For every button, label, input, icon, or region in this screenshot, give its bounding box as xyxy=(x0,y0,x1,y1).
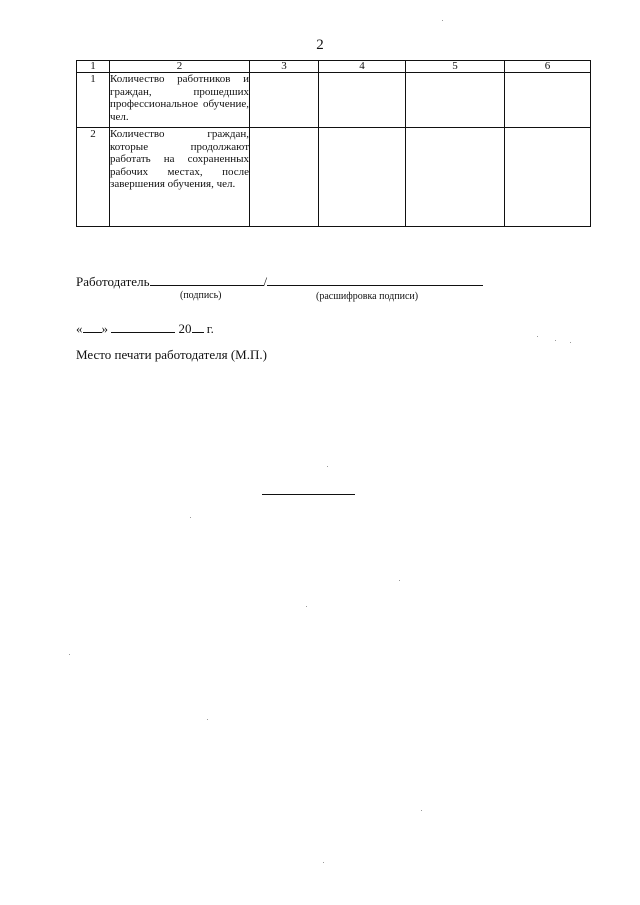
scan-speck xyxy=(306,606,307,607)
scan-speck xyxy=(555,340,556,341)
table-row xyxy=(77,73,591,128)
value-cell xyxy=(319,73,406,128)
row-description-text: Количество граждан, которые продолжают работать на сохраненных рабочих местах, после завершения обучения, чел. xyxy=(110,128,249,190)
signature-blank[interactable] xyxy=(150,272,264,286)
scan-speck xyxy=(327,466,328,467)
date-line xyxy=(76,319,214,336)
value-cell xyxy=(250,128,319,227)
value-cell xyxy=(406,73,505,128)
signature-line xyxy=(76,272,483,289)
day-blank[interactable] xyxy=(83,319,102,333)
row-description xyxy=(110,128,250,227)
signature-separator: / xyxy=(263,274,268,289)
value-cell xyxy=(319,128,406,227)
table-row xyxy=(77,128,591,227)
signature-decoding-blank[interactable] xyxy=(267,272,483,286)
scan-speck xyxy=(537,336,538,337)
year-prefix: 20 xyxy=(178,321,192,336)
scan-speck xyxy=(323,862,324,863)
signature-caption: (подпись) xyxy=(180,290,222,301)
row-description-text: Количество работников и граждан, прошедших профессиональное обучение, чел. xyxy=(110,73,249,123)
decoding-caption: (расшифровка подписи) xyxy=(316,291,419,302)
value-cell xyxy=(505,128,591,227)
scan-speck xyxy=(399,580,400,581)
row-number: 1 xyxy=(77,73,110,128)
date-close-quote: » xyxy=(101,321,108,336)
stamp-label: Место печати работодателя (М.П.) xyxy=(76,347,267,362)
column-header: 4 xyxy=(319,61,406,73)
column-header: 5 xyxy=(406,61,505,73)
value-cell xyxy=(406,128,505,227)
year-blank[interactable] xyxy=(192,319,204,333)
scan-speck xyxy=(69,654,70,655)
scan-speck xyxy=(421,810,422,811)
page-number: 2 xyxy=(316,37,324,53)
scan-speck xyxy=(442,20,443,21)
column-header: 2 xyxy=(110,61,250,73)
row-number: 2 xyxy=(77,128,110,227)
scan-speck xyxy=(207,719,208,720)
month-blank[interactable] xyxy=(111,319,175,333)
column-header: 1 xyxy=(77,61,110,73)
column-header: 3 xyxy=(250,61,319,73)
report-table xyxy=(76,60,591,227)
employer-label: Работодатель xyxy=(76,274,150,289)
scan-speck xyxy=(570,342,571,343)
end-divider xyxy=(262,494,355,495)
value-cell xyxy=(250,73,319,128)
scan-speck xyxy=(190,517,191,518)
year-suffix: г. xyxy=(203,321,214,336)
date-open-quote: « xyxy=(76,321,83,336)
column-header: 6 xyxy=(505,61,591,73)
row-description xyxy=(110,73,250,128)
table-header-row xyxy=(77,61,591,73)
value-cell xyxy=(505,73,591,128)
